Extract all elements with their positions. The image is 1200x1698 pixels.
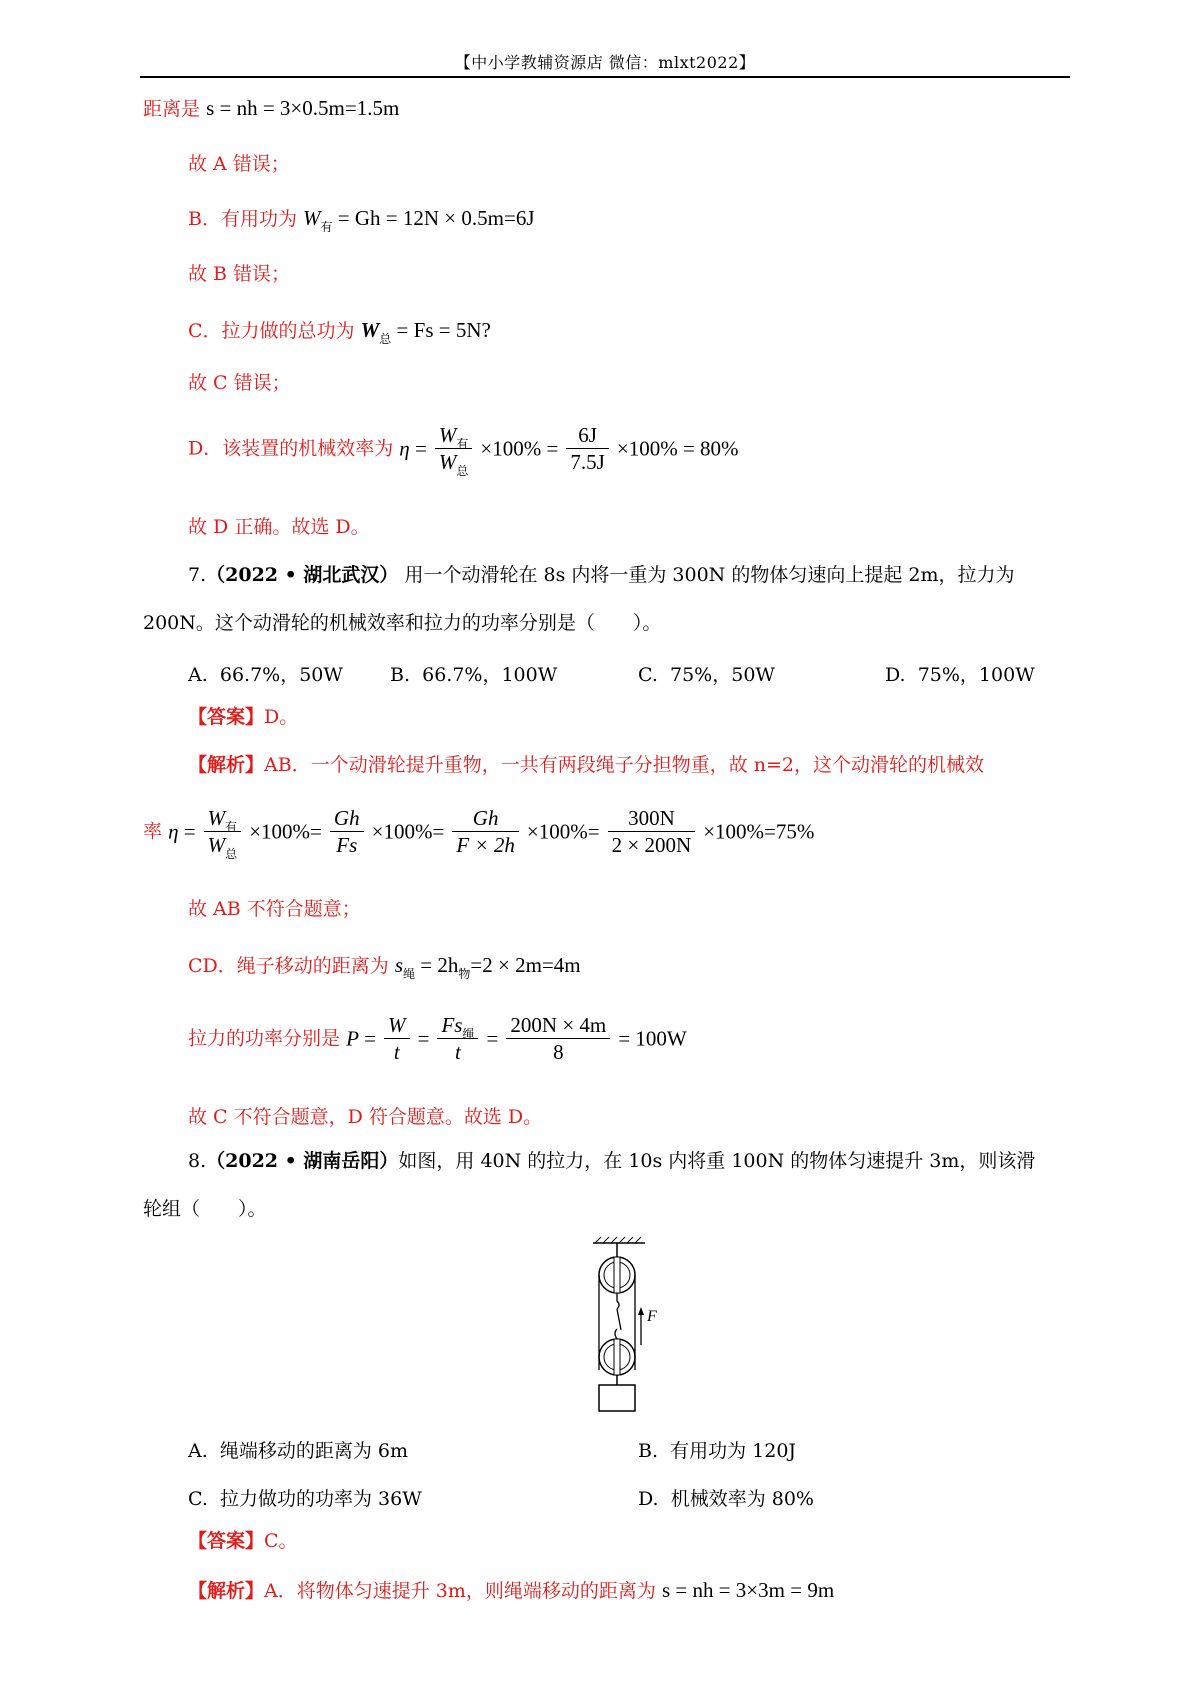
- q7-answer-tag: 【答案】: [188, 706, 265, 728]
- q6-d-conclusion: 故 D 正确。故选 D。: [188, 516, 370, 538]
- q8-stem-text-1: 如图，用 40N 的拉力，在 10s 内将重 100N 的物体匀速提升 3m，则该滑: [398, 1150, 1036, 1172]
- q6-d-frac2-den: 7.5J: [566, 448, 608, 473]
- q8-analysis-text: A．将物体匀速提升 3m，则绳端移动的距离为: [264, 1580, 656, 1602]
- q8-analysis-formula: s = nh = 3×3m = 9m: [661, 1578, 835, 1602]
- header-divider: [140, 76, 1070, 78]
- q7-power-line: 拉力的功率分别是 P = $\frac{W}{t}$ = $\frac{Fs_绳}{t}$ = $\frac{200N \times 4m}{8}$ = 100W: [188, 1013, 687, 1064]
- q6-distance-formula: s = nh = 3×0.5m=1.5m: [206, 96, 400, 120]
- q8-answer-value: C。: [264, 1530, 298, 1552]
- q6-d-frac1-den-sub: 总: [456, 464, 469, 478]
- q8-stem-line-1: [188, 1152, 1035, 1171]
- q7-eff-times-3: ×100%=: [526, 819, 600, 844]
- force-label: F: [647, 1308, 657, 1325]
- q7-cd-line: CD．绳子移动的距离为 $s_绳 = 2h_物=2 \times 2m=4m$: [188, 953, 581, 981]
- q7-eff-fraction-2: $\frac{Gh}{Fs}$: [330, 808, 364, 856]
- q6-d-label: D．该装置的机械效率为: [188, 437, 394, 460]
- q7-option-d: D. 75%，100W: [885, 664, 1035, 686]
- q8-option-b: B. 有用功为 120J: [638, 1440, 797, 1462]
- q6-c-subscript: 总: [379, 332, 392, 346]
- q7-efficiency-label: 率: [143, 820, 163, 843]
- q7-analysis-text-1: AB．一个动滑轮提升重物，一共有两段绳子分担物重，故 n=2，这个动滑轮的机械效: [264, 754, 984, 776]
- q6-d-fraction-2: [566, 425, 608, 473]
- q7-number: 7.: [188, 564, 207, 586]
- q7-power-fraction-2: $\frac{Fs_绳}{t}$: [437, 1015, 478, 1063]
- q8-stem-line-2: 轮组（ ）。: [143, 1198, 267, 1220]
- q7-option-c: C. 75%，50W: [638, 664, 775, 686]
- q6-d-times-1: ×100% =: [480, 436, 559, 461]
- q6-c-label: C．拉力做的总功为: [188, 320, 355, 342]
- page-header: 【中小学教辅资源店 微信：mlxt2022】: [454, 53, 756, 72]
- q7-eff-times-1: ×100%=: [249, 819, 322, 844]
- q7-cd-label: CD．绳子移动的距离为: [188, 955, 389, 977]
- q7-stem-text-1: 用一个动滑轮在 8s 内将一重为 300N 的物体匀速向上提起 2m，拉力为: [404, 564, 1015, 586]
- q6-b-subscript: 有: [320, 220, 333, 234]
- q6-distance-line: [143, 98, 399, 119]
- q7-power-result: = 100W: [618, 1026, 687, 1051]
- q7-eff-result: ×100%=75%: [703, 819, 815, 844]
- q6-a-conclusion: 故 A 错误；: [188, 153, 290, 175]
- q8-source: （2022 • 湖南岳阳）: [206, 1150, 399, 1172]
- q7-eff-times-2: ×100%=: [371, 819, 445, 844]
- q6-c-formula: = Fs = 5N?: [396, 318, 491, 342]
- q6-c-conclusion: 故 C 错误；: [188, 372, 291, 394]
- q6-d-frac1-num-sub: 有: [456, 437, 469, 451]
- q7-eff-fraction-4: $\frac{300N}{2 \times 200N}$: [608, 808, 696, 856]
- pulley-system-figure: [585, 1235, 665, 1415]
- q7-power-fraction-3: $\frac{200N \times 4m}{8}$: [506, 1015, 610, 1063]
- q6-d-fraction-1: $\frac{W_有}{W_总}$: [435, 425, 473, 473]
- q6-d-frac2-num: 6J: [578, 423, 597, 447]
- q6-distance-label: 距离是: [143, 98, 201, 120]
- q6-d-times-2: ×100% = 80%: [616, 436, 739, 461]
- q6-b-line: B．有用功为 $W_有 = Gh = 12N \times 0.5m=6J$: [188, 206, 535, 234]
- q8-answer-tag: 【答案】: [188, 1530, 265, 1552]
- q8-analysis-tag: 【解析】: [188, 1580, 265, 1602]
- q7-power-fraction-1: $\frac{W}{t}$: [384, 1015, 410, 1063]
- q7-efficiency-line: 率 η = $\frac{W_有}{W_总}$ ×100%= $\frac{Gh}{Fs}$ ×100%= $\frac{Gh}{F \times 2h}$ ×100%= $\frac{300N}{2 \times 200N}$ ×100%=75%: [143, 806, 815, 861]
- q7-option-a: A. 66.7%，50W: [188, 664, 343, 686]
- q7-answer: [188, 708, 298, 727]
- q6-c-line: C．拉力做的总功为 $W_总 = Fs = 5N$?: [188, 318, 491, 346]
- q8-option-a: A. 绳端移动的距离为 6m: [188, 1440, 409, 1462]
- q6-b-conclusion: 故 B 错误；: [188, 263, 291, 285]
- q7-answer-value: D。: [264, 706, 299, 728]
- q7-power-label: 拉力的功率分别是: [188, 1027, 341, 1050]
- q8-option-c: C. 拉力做功的功率为 36W: [188, 1488, 422, 1510]
- q7-stem-line-1: [188, 566, 1015, 585]
- q8-number: 8.: [188, 1150, 207, 1172]
- q7-source: （2022 • 湖北武汉）: [206, 564, 399, 586]
- q7-ab-conclusion: 故 AB 不符合题意；: [188, 898, 361, 920]
- q8-answer: [188, 1532, 298, 1551]
- q7-final-conclusion: 故 C 不符合题意，D 符合题意。故选 D。: [188, 1106, 543, 1128]
- q8-analysis-line-1: [188, 1580, 834, 1601]
- q7-analysis-line-1: [188, 756, 984, 775]
- q6-d-line: D．该装置的机械效率为 η = $\frac{W_有}{W_总}$ ×100% = $\frac{6J}{7.5J}$ ×100% = 80%: [188, 423, 739, 478]
- q7-eff-fraction-1: $\frac{W_有}{W_总}$: [204, 808, 242, 856]
- q7-stem-line-2: 200N。这个动滑轮的机械效率和拉力的功率分别是（ ）。: [143, 612, 662, 634]
- q8-option-d: D. 机械效率为 80%: [638, 1488, 814, 1510]
- q6-b-formula: = Gh = 12N × 0.5m=6J: [337, 206, 535, 230]
- q7-option-b: B. 66.7%，100W: [390, 664, 558, 686]
- q7-analysis-tag: 【解析】: [188, 754, 265, 776]
- q6-b-label: B．有用功为: [188, 208, 297, 230]
- q7-eff-fraction-3: $\frac{Gh}{F \times 2h}$: [452, 808, 519, 856]
